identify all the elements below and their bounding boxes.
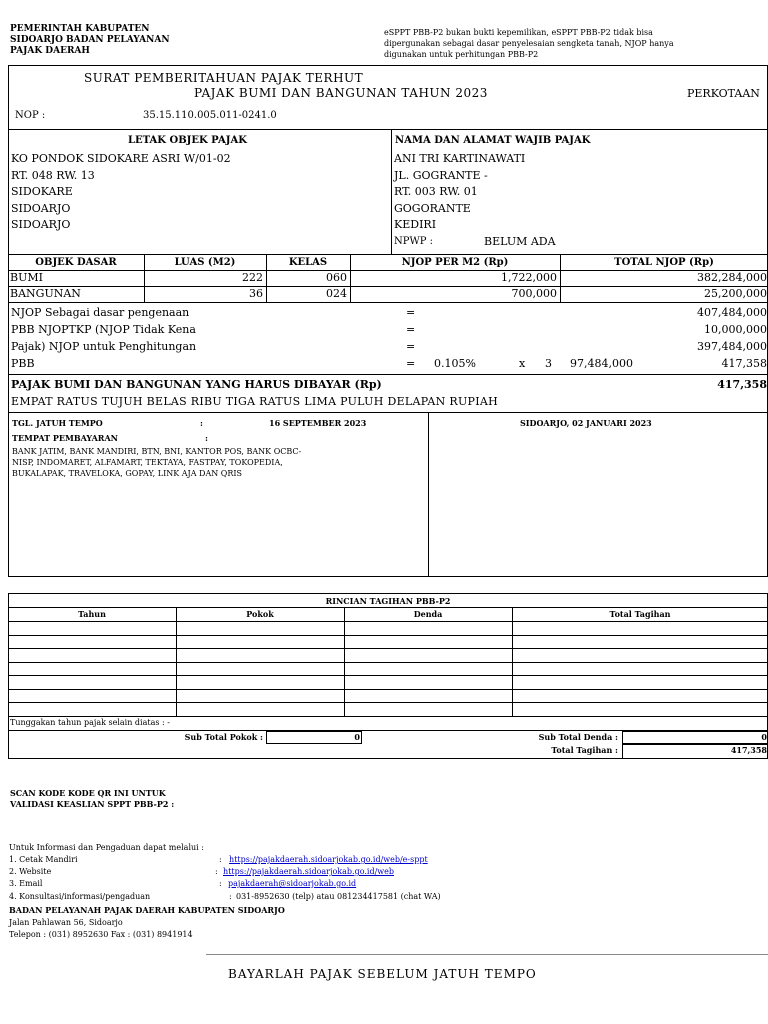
calc-label: PBB NJOPTKP (NJOP Tidak Kena [11, 323, 196, 336]
billing-col-year: Tahun [78, 609, 106, 619]
notice-line: dipergunakan sebagai dasar penyelesaian sengketa tanah, NJOP hanya [384, 39, 674, 48]
location-line: RT. 048 RW. 13 [11, 168, 95, 182]
object-njop-per-m2: 1,722,000 [501, 271, 557, 284]
info-intro: Untuk Informasi dan Pengaduan dapat melalui : [9, 843, 204, 852]
legal-notice [384, 27, 674, 60]
col-header-area: LUAS (M2) [174, 257, 236, 268]
gov-line: PAJAK DAERAH [10, 46, 90, 56]
divider [8, 374, 768, 375]
pbb-multiplier: 3 [545, 357, 552, 370]
due-date: 16 SEPTEMBER 2023 [269, 418, 367, 428]
npwp-value: BELUM ADA [484, 235, 556, 248]
government-header [10, 24, 170, 57]
object-area: 36 [249, 287, 263, 300]
billing-col-line [344, 607, 345, 716]
notice-line: digunakan untuk perhitungan PBB-P2 [384, 50, 539, 59]
object-area: 222 [242, 271, 263, 284]
email-link[interactable]: pajakdaerah@sidoarjokab.go.id [228, 879, 357, 888]
billing-row-line [8, 689, 768, 690]
location-line: SIDOARJO [11, 201, 71, 215]
divider [391, 129, 392, 254]
info-item-colon: : [219, 855, 222, 864]
object-class: 024 [326, 287, 347, 300]
subtotal-penalty-label: Sub Total Denda : [538, 732, 618, 742]
npwp-label: NPWP : [394, 236, 434, 247]
billing-row-line [8, 635, 768, 636]
billing-title: RINCIAN TAGIHAN PBB-P2 [325, 596, 451, 606]
qr-instructions [10, 788, 174, 810]
document-subtitle: PAJAK BUMI DAN BANGUNAN TAHUN 2023 [194, 86, 488, 100]
location-line: SIDOKARE [11, 185, 73, 198]
payable-in-words: EMPAT RATUS TUJUH BELAS RIBU TIGA RATUS LIMA PULUH DELAPAN RUPIAH [11, 395, 499, 408]
taxpayer-line: ANI TRI KARTINAWATI [394, 152, 526, 165]
col-header-object: OBJEK DASAR [35, 257, 117, 268]
qr-line: VALIDASI KEASLIAN SPPT PBB-P2 : [10, 799, 175, 809]
area-type: PERKOTAAN [687, 87, 760, 100]
payment-place-label: TEMPAT PEMBAYARAN [12, 433, 118, 443]
divider [8, 302, 768, 303]
object-name: BANGUNAN [10, 287, 81, 300]
info-item-colon: : [219, 879, 222, 888]
contact-numbers: 031-8952630 (telp) atau 081234417581 (chat WA) [236, 892, 441, 901]
website-link[interactable]: https://pajakdaerah.sidoarjokab.go.id/web [223, 867, 394, 876]
nop-label: NOP : [15, 110, 46, 121]
subtotal-penalty: 0 [761, 732, 767, 742]
payment-place-line: BUKALAPAK, TRAVELOKA, GOPAY, LINK AJA DAN QRIS [12, 469, 243, 478]
pbb-base: 97,484,000 [570, 357, 633, 370]
col-header-total-njop: TOTAL NJOP (Rp) [614, 257, 714, 268]
payable-label: PAJAK BUMI DAN BANGUNAN YANG HARUS DIBAYAR (Rp) [11, 378, 382, 391]
taxpayer-line: GOGORANTE [394, 201, 471, 215]
billing-row-line [8, 648, 768, 649]
billing-col-principal: Pokok [246, 609, 274, 619]
document-title: SURAT PEMBERITAHUAN PAJAK TERHUT [84, 71, 364, 85]
object-class: 060 [326, 271, 347, 284]
pbb-equals: = [406, 357, 416, 370]
col-header-class: KELAS [288, 257, 328, 268]
calc-label: NJOP Sebagai dasar pengenaan [11, 306, 190, 319]
qr-line: SCAN KODE KODE QR INI UNTUK [10, 788, 166, 798]
billing-row-line [8, 621, 768, 622]
info-item-label: 3. Email [9, 879, 43, 888]
gov-line: PEMERINTAH KABUPATEN [10, 24, 150, 34]
taxpayer-address [394, 151, 525, 234]
issue-place-date: SIDOARJO, 02 JANUARI 2023 [520, 418, 652, 428]
footer-divider [206, 954, 768, 955]
object-location-heading: LETAK OBJEK PAJAK [128, 135, 247, 146]
notice-line: eSPPT PBB-P2 bukan bukti kepemilikan, eSPPT PBB-P2 tidak bisa [384, 28, 653, 37]
total-bill-label: Total Tagihan : [551, 745, 618, 755]
billing-row-line [8, 675, 768, 676]
footer-motto: BAYARLAH PAJAK SEBELUM JATUH TEMPO [228, 967, 537, 981]
payment-place-line: NISP, INDOMARET, ALFAMART, TEKTAYA, FASTPAY, TOKOPEDIA, [12, 458, 283, 467]
info-item-label: 1. Cetak Mandiri [9, 855, 78, 864]
object-njop-per-m2: 700,000 [511, 287, 557, 300]
billing-row-line [8, 702, 768, 703]
self-print-link[interactable]: https://pajakdaerah.sidoarjokab.go.id/web/e-sppt [229, 855, 428, 864]
location-line: KO PONDOK SIDOKARE ASRI W/01-02 [11, 152, 231, 165]
payment-place-colon: : [205, 433, 208, 443]
divider [8, 607, 768, 608]
taxpayer-line: RT. 003 RW. 01 [394, 185, 478, 198]
calc-label: Pajak) NJOP untuk Penghitungan [11, 340, 197, 353]
calc-equals: = [406, 306, 416, 319]
taxpayer-line: KEDIRI [394, 218, 437, 231]
subtotal-principal: 0 [354, 732, 360, 742]
info-item-colon: : [215, 867, 218, 876]
location-line: SIDOARJO [11, 218, 71, 231]
info-item-colon: : [229, 892, 232, 901]
calc-equals: = [406, 340, 416, 353]
object-name: BUMI [10, 271, 43, 284]
divider [8, 254, 768, 255]
taxpayer-line: JL. GOGRANTE - [394, 168, 488, 182]
object-location [11, 151, 231, 234]
divider [8, 129, 768, 130]
object-total-njop: 382,284,000 [697, 271, 767, 284]
payment-place-line: BANK JATIM, BANK MANDIRI, BTN, BNI, KANTOR POS, BANK OCBC- [12, 447, 302, 456]
arrears-note: Tunggakan tahun pajak selain diatas : - [10, 718, 170, 727]
calc-equals: = [406, 323, 416, 336]
subtotal-principal-label: Sub Total Pokok : [184, 732, 263, 742]
calc-value: 407,484,000 [697, 306, 767, 319]
due-date-colon: : [200, 418, 203, 428]
billing-row-line [8, 716, 768, 717]
pbb-rate: 0.105% [434, 357, 476, 370]
billing-col-line [512, 607, 513, 716]
billing-col-line [176, 607, 177, 716]
gov-line: SIDOARJO BADAN PELAYANAN [10, 35, 170, 45]
office-phone: Telepon : (031) 8952630 Fax : (031) 8941914 [9, 930, 193, 939]
total-bill: 417,358 [730, 745, 767, 755]
taxpayer-heading: NAMA DAN ALAMAT WAJIB PAJAK [395, 135, 591, 146]
info-item-label: 2. Website [9, 867, 52, 876]
calc-value: 397,484,000 [697, 340, 767, 353]
pbb-times: x [519, 357, 526, 370]
payment-places [12, 446, 301, 479]
billing-col-penalty: Denda [413, 609, 443, 619]
billing-col-total: Total Tagihan [609, 609, 671, 619]
divider [428, 412, 429, 577]
due-date-label: TGL. JATUH TEMPO [12, 418, 103, 428]
pbb-label: PBB [11, 357, 35, 370]
main-frame [8, 65, 768, 577]
col-header-njop-per-m2: NJOP PER M2 (Rp) [401, 257, 509, 268]
nop-value: 35.15.110.005.011-0241.0 [143, 110, 277, 121]
object-total-njop: 25,200,000 [704, 287, 767, 300]
pbb-value: 417,358 [721, 357, 767, 370]
divider [8, 412, 768, 413]
calc-value: 10,000,000 [704, 323, 767, 336]
billing-row-line [8, 662, 768, 663]
info-item-label: 4. Konsultasi/informasi/pengaduan [9, 892, 151, 901]
office-name: BADAN PELAYANAH PAJAK DAERAH KABUPATEN SIDOARJO [9, 905, 285, 915]
office-address: Jalan Pahlawan 56, Sidoarjo [9, 918, 123, 927]
payable-amount: 417,358 [717, 378, 767, 391]
